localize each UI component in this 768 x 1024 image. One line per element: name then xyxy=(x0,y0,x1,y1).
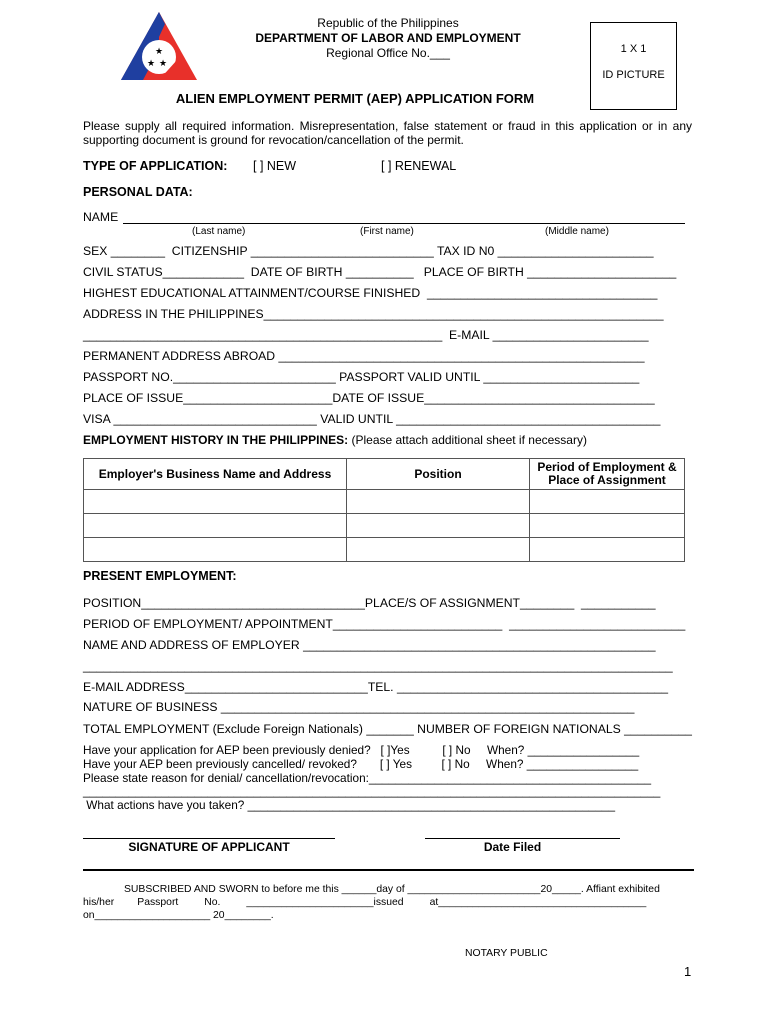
table-header-row xyxy=(84,459,685,490)
svg-text:★: ★ xyxy=(159,59,168,69)
notary-public-label: NOTARY PUBLIC xyxy=(465,948,548,959)
header-regional-office: Regional Office No.___ xyxy=(326,46,450,60)
name-label: NAME xyxy=(83,210,119,224)
table-row xyxy=(84,490,685,514)
table-cell[interactable] xyxy=(347,514,530,538)
civil-status-birth-row[interactable]: CIVIL STATUS____________ DATE OF BIRTH __________ PLACE OF BIRTH ______________________ xyxy=(83,265,677,279)
last-name-caption: (Last name) xyxy=(192,226,246,237)
actions-row[interactable]: What actions have you taken? ________________________________________________________ xyxy=(83,798,616,812)
oath-line-2[interactable]: his/her Passport No. ______________________issued at____________________________________ xyxy=(83,897,647,908)
visa-row[interactable]: VISA ______________________________ VALID UNTIL _______________________________________ xyxy=(83,412,661,426)
employment-history-heading xyxy=(83,433,587,447)
oath-line-3[interactable]: on____________________ 20________. xyxy=(83,910,274,921)
signature-line[interactable] xyxy=(83,838,335,839)
present-employment-heading: PRESENT EMPLOYMENT: xyxy=(83,569,237,583)
reason-row[interactable]: Please state reason for denial/ cancellation/revocation:___________________________________________ xyxy=(83,771,652,785)
table-cell[interactable] xyxy=(84,490,347,514)
id-picture-label: ID PICTURE xyxy=(602,69,665,81)
employment-history-title: EMPLOYMENT HISTORY IN THE PHILIPPINES: xyxy=(83,433,349,447)
cancelled-question[interactable]: Have your AEP been previously cancelled/ revoked? [ ] Yes [ ] No When? _________________ xyxy=(83,757,639,771)
svg-text:★: ★ xyxy=(147,59,156,69)
date-filed-line[interactable] xyxy=(425,838,620,839)
table-row xyxy=(84,538,685,562)
svg-text:★: ★ xyxy=(155,47,164,57)
employment-history-note: (Please attach additional sheet if necessary) xyxy=(348,433,587,447)
renewal-checkbox[interactable]: [ ] RENEWAL xyxy=(381,159,457,173)
table-cell[interactable] xyxy=(530,490,685,514)
reason-blank-row[interactable]: ________________________________________________________________________________________ xyxy=(83,784,661,798)
type-of-application-label: TYPE OF APPLICATION: xyxy=(83,159,228,173)
table-cell[interactable] xyxy=(347,490,530,514)
personal-data-heading: PERSONAL DATA: xyxy=(83,185,193,199)
sex-citizenship-tax-row[interactable]: SEX ________ CITIZENSHIP ___________________________ TAX ID N0 _______________________ xyxy=(83,244,654,258)
signature-of-applicant-label: SIGNATURE OF APPLICANT xyxy=(128,840,290,854)
name-field[interactable] xyxy=(123,223,685,224)
employer-name-row[interactable]: NAME AND ADDRESS OF EMPLOYER ____________________________________________________ xyxy=(83,638,656,652)
date-filed-label: Date Filed xyxy=(483,840,542,854)
employer-email-row[interactable]: E-MAIL ADDRESS___________________________TEL. ________________________________________ xyxy=(83,680,669,694)
first-name-caption: (First name) xyxy=(360,226,414,237)
column-position: Position xyxy=(347,459,530,490)
table-cell[interactable] xyxy=(347,538,530,562)
table-cell[interactable] xyxy=(84,538,347,562)
table-cell[interactable] xyxy=(84,514,347,538)
employer-blank-row[interactable]: _______________________________________________________________________________________ xyxy=(83,659,673,673)
id-picture-box xyxy=(590,22,677,110)
table-cell[interactable] xyxy=(530,514,685,538)
dole-logo-icon xyxy=(119,10,199,82)
email-row[interactable]: _____________________________________________________ E-MAIL _______________________ xyxy=(83,328,649,342)
header-republic: Republic of the Philippines xyxy=(317,16,459,30)
new-checkbox[interactable]: [ ] NEW xyxy=(253,159,297,173)
place-of-issue-row[interactable]: PLACE OF ISSUE______________________DATE OF ISSUE__________________________________ xyxy=(83,391,655,405)
page-number: 1 xyxy=(684,964,692,979)
position-row[interactable]: POSITION_________________________________PLACE/S OF ASSIGNMENT________ ___________ xyxy=(83,596,656,610)
period-row[interactable]: PERIOD OF EMPLOYMENT/ APPOINTMENT_________________________ __________________________ xyxy=(83,617,686,631)
header-department: DEPARTMENT OF LABOR AND EMPLOYMENT xyxy=(255,31,521,45)
form-title: ALIEN EMPLOYMENT PERMIT (AEP) APPLICATION FORM xyxy=(175,91,535,106)
permanent-address-row[interactable]: PERMANENT ADDRESS ABROAD ______________________________________________________ xyxy=(83,349,645,363)
table-cell[interactable] xyxy=(530,538,685,562)
table-row xyxy=(84,514,685,538)
oath-line-1: SUBSCRIBED AND SWORN to before me this ______day of _______________________20_____. Affiant exhibited xyxy=(124,884,660,895)
address-philippines-row[interactable]: ADDRESS IN THE PHILIPPINES___________________________________________________________ xyxy=(83,307,664,321)
employment-history-table xyxy=(83,458,685,562)
total-employment-row[interactable]: TOTAL EMPLOYMENT (Exclude Foreign Nationals) _______ NUMBER OF FOREIGN NATIONALS __________ xyxy=(83,722,692,736)
column-employer: Employer's Business Name and Address xyxy=(84,459,347,490)
nature-of-business-row[interactable]: NATURE OF BUSINESS _____________________________________________________________ xyxy=(83,700,635,714)
passport-row[interactable]: PASSPORT NO.________________________ PASSPORT VALID UNTIL _______________________ xyxy=(83,370,640,384)
column-period: Period of Employment & Place of Assignment xyxy=(530,459,685,490)
denied-question[interactable]: Have your application for AEP been previously denied? [ ]Yes [ ] No When? _________________ xyxy=(83,743,640,757)
id-picture-size: 1 X 1 xyxy=(620,43,647,55)
intro-text: Please supply all required information. Misrepresentation, false statement or fraud in this application or in any supporting document is ground for revocation/cancellation of the permit. xyxy=(83,119,692,147)
section-divider xyxy=(83,869,694,871)
education-row[interactable]: HIGHEST EDUCATIONAL ATTAINMENT/COURSE FINISHED __________________________________ xyxy=(83,286,658,300)
middle-name-caption: (Middle name) xyxy=(545,226,609,237)
